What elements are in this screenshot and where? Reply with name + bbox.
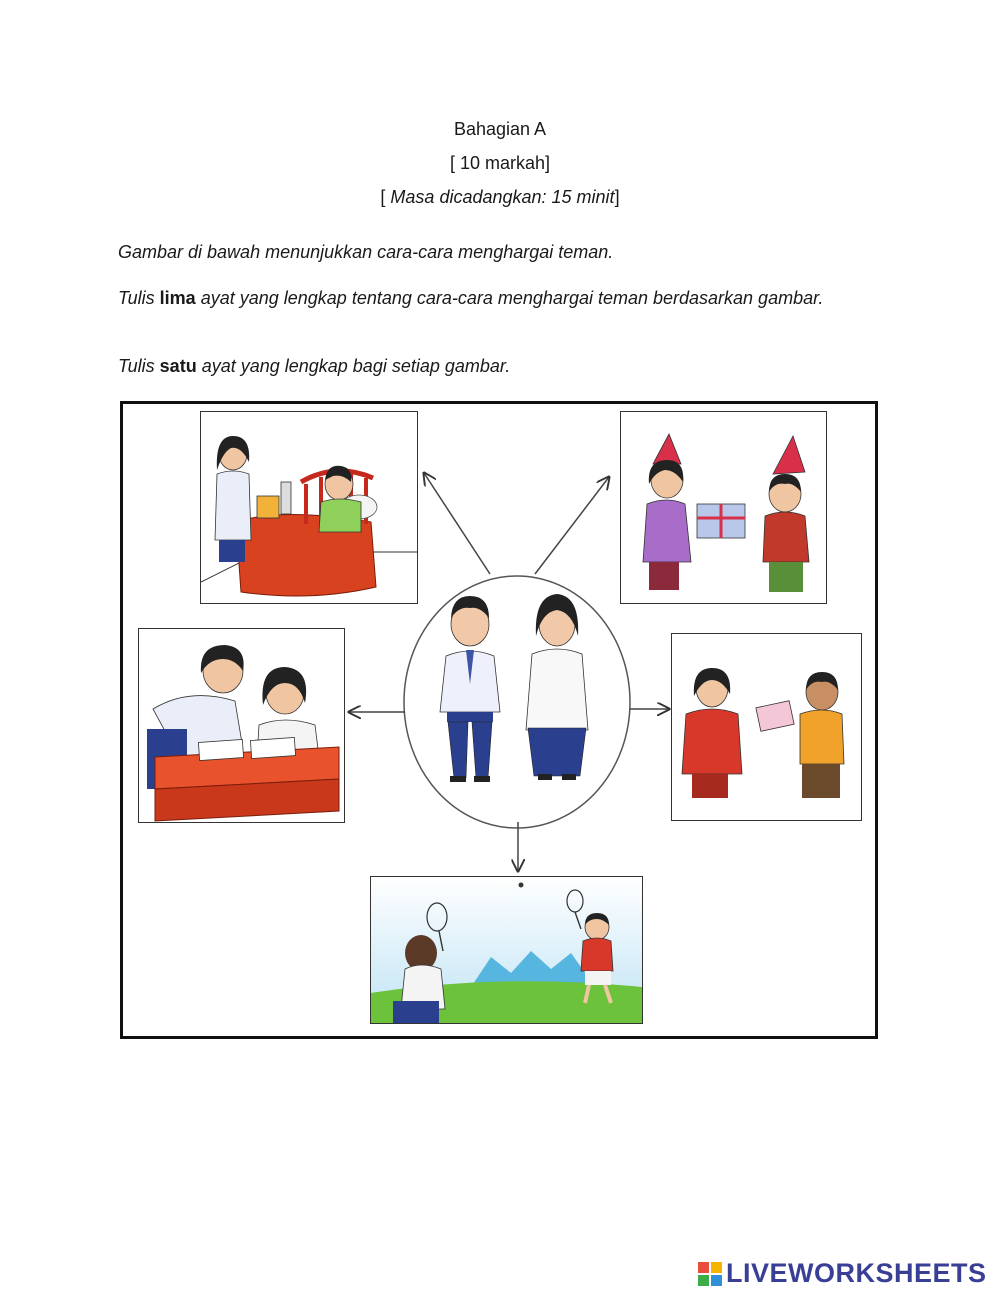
time-text: Masa dicadangkan: 15 minit <box>390 187 615 207</box>
picture-give-card <box>671 633 862 821</box>
time-open: [ <box>380 187 391 207</box>
instruction-3: Tulis satu ayat yang lengkap bagi setiap gambar. <box>118 356 511 376</box>
picture-badminton <box>370 876 643 1024</box>
picture-study-together <box>138 628 345 823</box>
bold-lima: lima <box>159 288 196 308</box>
badminton-illustration <box>371 877 642 1023</box>
section-title: Bahagian A <box>453 119 547 139</box>
study-together-illustration <box>139 629 344 822</box>
time-close: ] <box>614 187 620 207</box>
picture-visit-sick-friend <box>200 411 418 604</box>
time-label <box>0 187 1000 208</box>
birthday-gift-illustration <box>621 412 826 603</box>
bold-satu: satu <box>159 356 197 376</box>
visit-sick-illustration <box>201 412 417 603</box>
instruction-1: Gambar di bawah menunjukkan cara-cara menghargai teman. <box>118 242 614 262</box>
brand-text: LIVEWORKSHEETS <box>726 1258 987 1288</box>
picture-birthday-gift <box>620 411 827 604</box>
logo-tiles-icon <box>698 1262 722 1286</box>
instruction-2: Tulis lima ayat yang lengkap tentang cara-cara menghargai teman berdasarkan gambar. <box>118 288 824 308</box>
liveworksheets-logo <box>698 1258 987 1289</box>
marks-label: [ 10 markah] <box>449 153 551 173</box>
give-card-illustration <box>672 634 861 820</box>
